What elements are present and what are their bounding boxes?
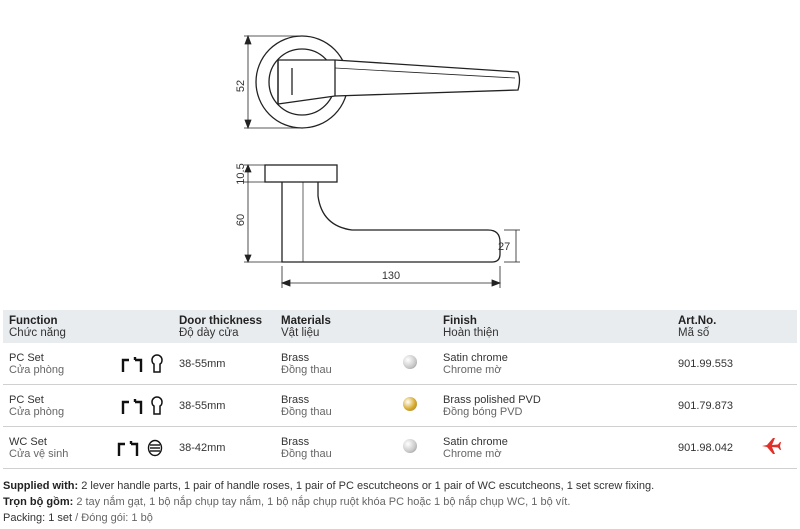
swatch-cell xyxy=(397,427,437,469)
material-vi: Đồng thau xyxy=(281,363,332,376)
header-function-vi: Chức năng xyxy=(9,327,66,339)
material-vi: Đồng thau xyxy=(281,405,332,418)
dim-130-label: 130 xyxy=(381,270,401,282)
header-materials-vi: Vật liệu xyxy=(281,327,320,339)
material-vi: Đồng thau xyxy=(281,447,332,460)
finish-vi: Chrome mờ xyxy=(443,363,502,376)
packing-label: Packing: xyxy=(3,512,46,524)
artno-value: 901.98.042 xyxy=(678,441,734,454)
finish-cell xyxy=(437,385,672,427)
thickness-value: 38-55mm xyxy=(179,399,226,412)
thickness-value: 38-55mm xyxy=(179,357,226,370)
finish-en: Brass polished PVD xyxy=(443,393,541,406)
airplane-icon xyxy=(761,437,781,455)
packing-line xyxy=(3,510,797,526)
thickness-cell xyxy=(173,343,275,385)
lever-pair-icon xyxy=(117,439,141,457)
header-artno-en: Art.No. xyxy=(678,315,717,327)
swatch-cell xyxy=(397,385,437,427)
header-finish-en: Finish xyxy=(443,315,477,327)
profile-cylinder-icon xyxy=(151,354,163,374)
tron-label: Trọn bộ gồm: xyxy=(3,496,74,508)
dim-27-label: 27 xyxy=(498,241,511,253)
table-header-row xyxy=(3,310,797,343)
header-finish xyxy=(437,310,672,343)
finish-swatch xyxy=(403,355,417,369)
function-vi: Cửa phòng xyxy=(9,405,65,418)
finish-cell xyxy=(437,343,672,385)
supplied-text: 2 lever handle parts, 1 pair of handle roses, 1 pair of PC escutcheons or 1 pair of WC escutcheons, 1 set screw fixing. xyxy=(78,480,655,492)
artno-value: 901.99.553 xyxy=(678,357,734,370)
table-row xyxy=(3,385,797,427)
lever-pair-icon xyxy=(121,355,145,373)
supplied-label: Supplied with: xyxy=(3,480,79,492)
header-artno xyxy=(672,310,797,343)
function-cell xyxy=(3,427,173,469)
tron-text: 2 tay nắm gạt, 1 bộ nắp chụp tay nắm, 1 bộ nắp chụp ruột khóa PC hoặc 1 bộ nắp chụp WC, 1 bộ vít. xyxy=(73,496,571,508)
material-cell xyxy=(275,385,397,427)
flag-cell xyxy=(755,427,797,469)
side-view xyxy=(265,165,500,262)
header-thickness xyxy=(173,310,275,343)
artno-value: 901.79.873 xyxy=(678,399,734,412)
header-thickness-vi: Độ dày cửa xyxy=(179,327,239,339)
function-vi: Cửa phòng xyxy=(9,363,65,376)
finish-en: Satin chrome xyxy=(443,351,508,364)
material-cell xyxy=(275,343,397,385)
profile-cylinder-icon xyxy=(151,396,163,416)
artno-cell xyxy=(672,427,755,469)
table-row xyxy=(3,427,797,469)
front-view xyxy=(256,36,520,128)
header-artno-vi: Mã số xyxy=(678,327,710,339)
header-materials xyxy=(275,310,397,343)
lever-pair-icon xyxy=(121,397,145,415)
material-en: Brass xyxy=(281,435,310,448)
header-thickness-en: Door thickness xyxy=(179,315,263,327)
flag-cell xyxy=(755,385,797,427)
material-en: Brass xyxy=(281,393,310,406)
finish-swatch xyxy=(403,439,417,453)
material-en: Brass xyxy=(281,351,310,364)
dim-60-label: 60 xyxy=(235,213,247,227)
function-cell xyxy=(3,385,173,427)
tron-line xyxy=(3,494,797,510)
packing-vi: / Đóng gói: 1 bộ xyxy=(72,512,153,524)
swatch-cell xyxy=(397,343,437,385)
artno-cell xyxy=(672,343,755,385)
header-materials-en: Materials xyxy=(281,315,331,327)
wc-turn-icon xyxy=(147,439,163,457)
function-en: PC Set xyxy=(9,351,44,364)
finish-vi: Chrome mờ xyxy=(443,447,502,460)
supplied-line xyxy=(3,478,797,494)
function-cell xyxy=(3,343,173,385)
table-row xyxy=(3,343,797,385)
thickness-value: 38-42mm xyxy=(179,441,226,454)
finish-swatch xyxy=(403,397,417,411)
product-table xyxy=(3,310,797,469)
dim-52-label: 52 xyxy=(235,79,247,93)
flag-cell xyxy=(755,343,797,385)
dim-10-5-label: 10.5 xyxy=(235,163,247,185)
function-vi: Cửa vệ sinh xyxy=(9,447,69,460)
thickness-cell xyxy=(173,427,275,469)
header-finish-vi: Hoàn thiện xyxy=(443,327,499,339)
thickness-cell xyxy=(173,385,275,427)
finish-vi: Đồng bóng PVD xyxy=(443,405,523,418)
finish-cell xyxy=(437,427,672,469)
finish-en: Satin chrome xyxy=(443,435,508,448)
footer-notes xyxy=(3,478,797,526)
function-en: PC Set xyxy=(9,393,44,406)
artno-cell xyxy=(672,385,755,427)
header-function-en: Function xyxy=(9,315,58,327)
packing-text: 1 set xyxy=(45,512,73,524)
function-en: WC Set xyxy=(9,435,47,448)
header-function xyxy=(3,310,173,343)
material-cell xyxy=(275,427,397,469)
header-swatch xyxy=(397,310,437,343)
